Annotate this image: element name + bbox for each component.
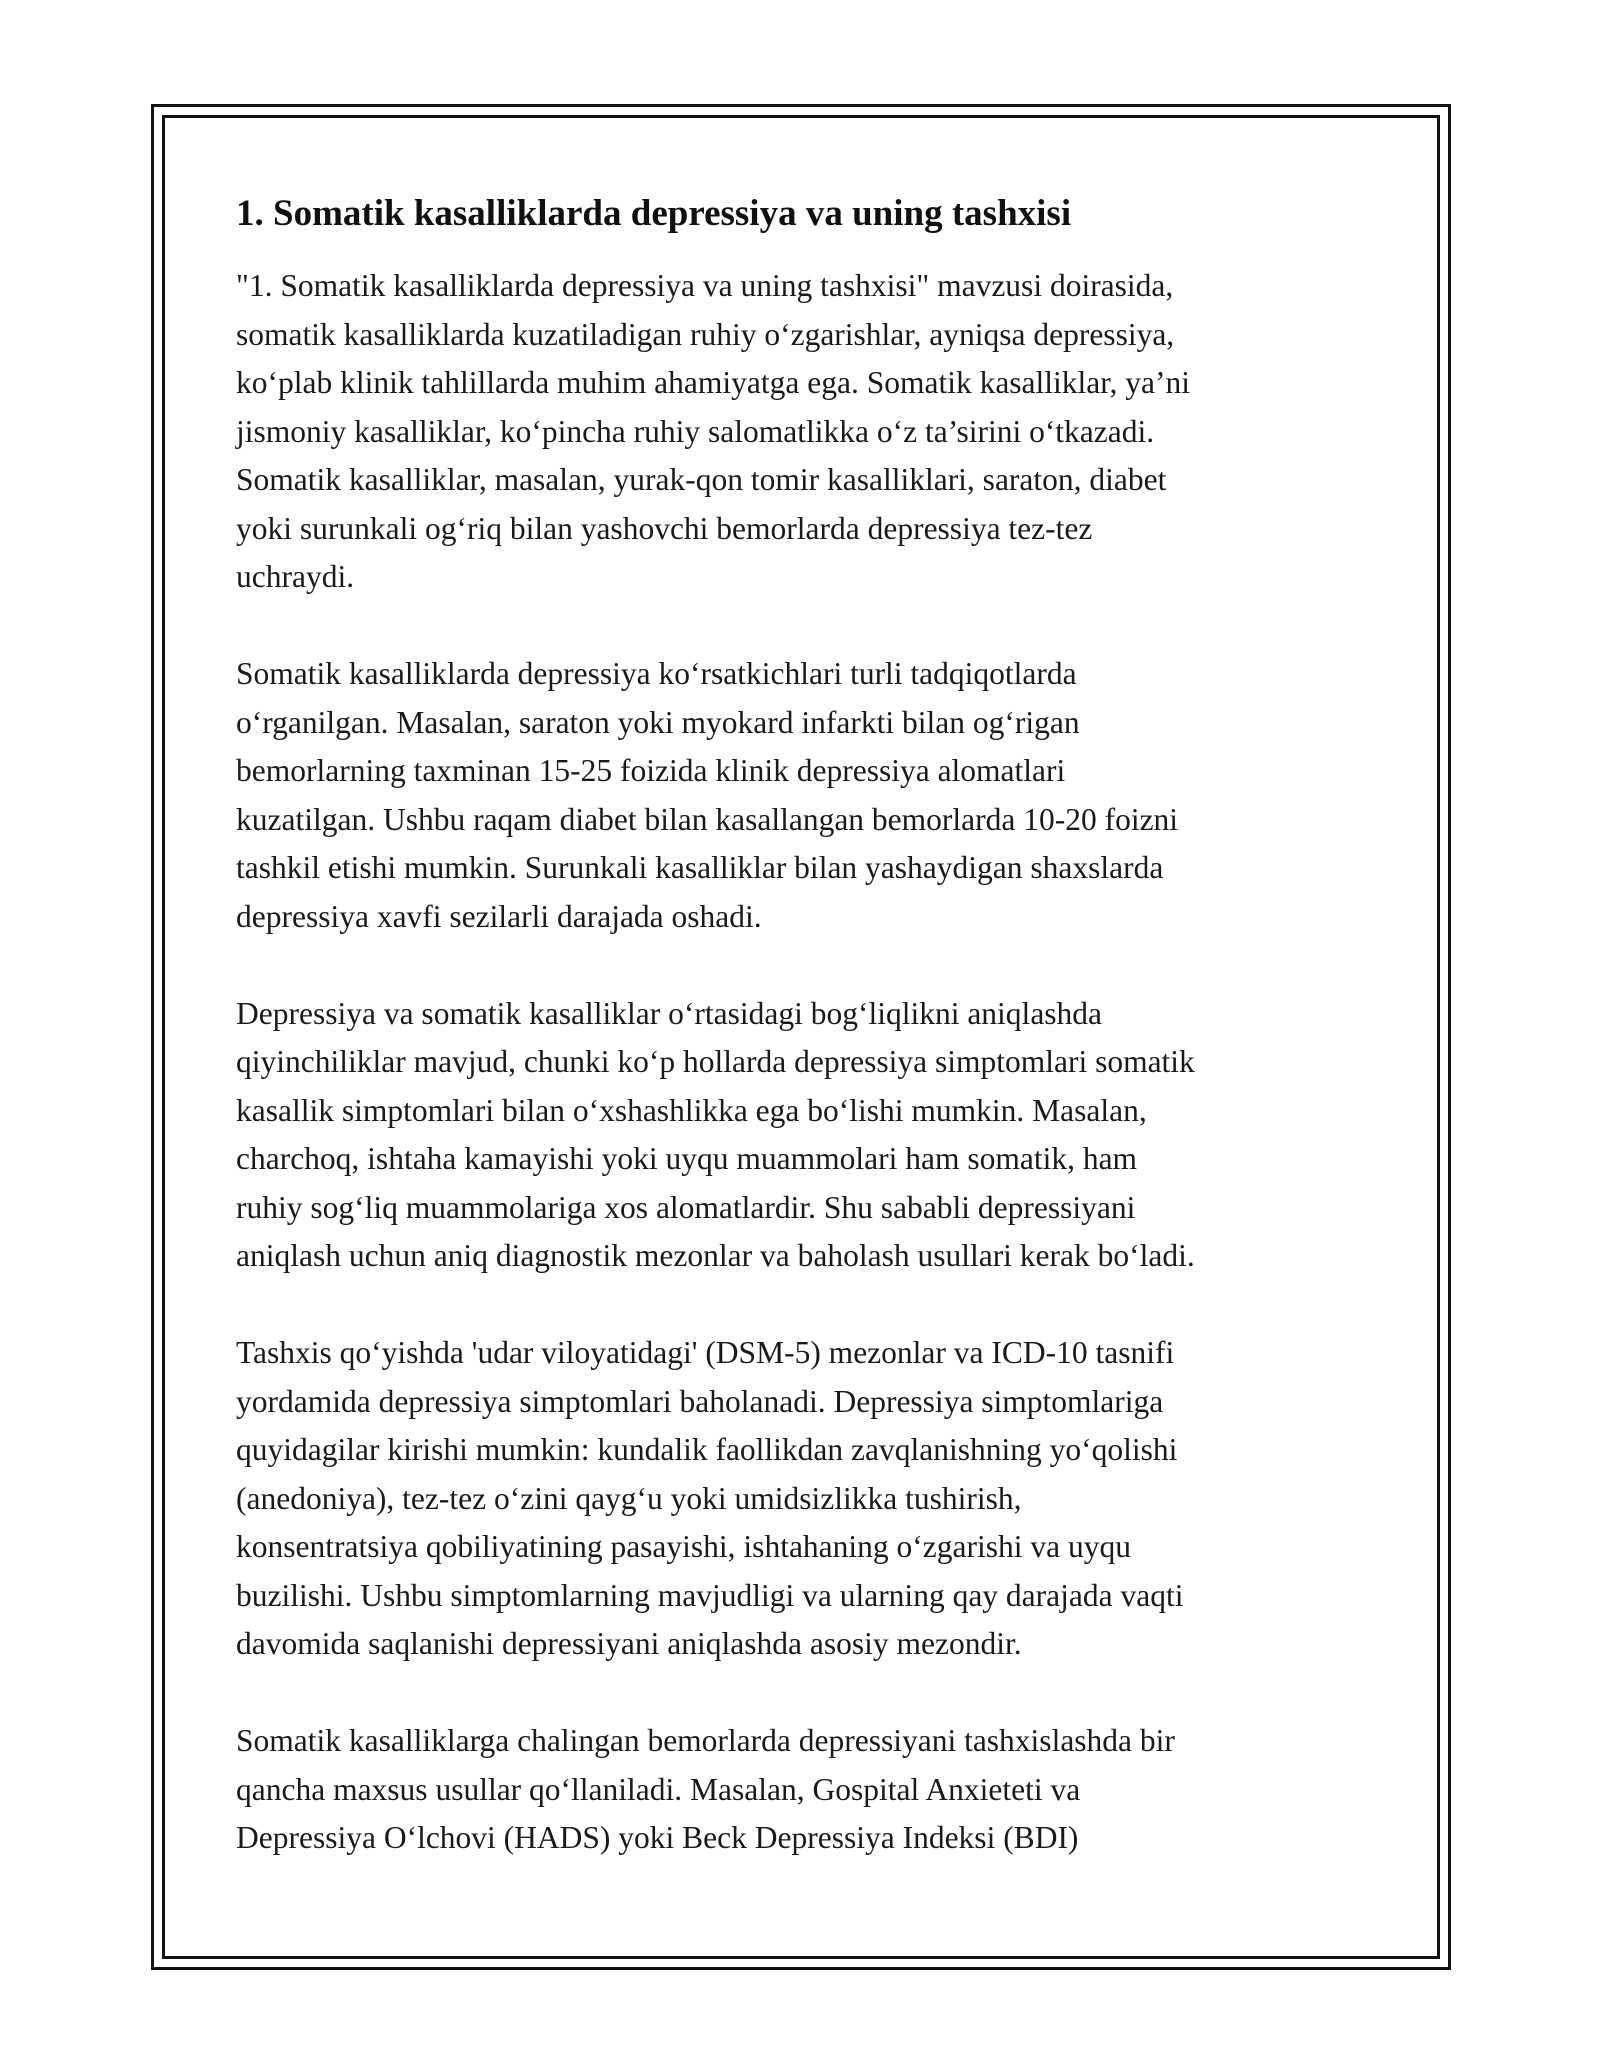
- paragraph-intro: "1. Somatik kasalliklarda depressiya va uning tashxisi" mavzusi doirasida, somatik kasalliklarda kuzatiladigan ruhiy o‘zgarishlar, ayniqsa depressiya, ko‘plab klinik tahlillarda muhim ahamiyatga ega. Somatik kasalliklar, ya’ni jismoniy kasalliklar, ko‘pincha ruhiy salomatlikka o‘z ta’sirini o‘tkazadi. Somatik kasalliklar, masalan, yurak-qon tomir kasalliklari, saraton, diabet yoki surunkali og‘riq bilan yashovchi bemorlarda depressiya tez-tez uchraydi.: [236, 268, 1190, 594]
- document-body: [236, 190, 1356, 1911]
- paragraph-prevalence: Somatik kasalliklarda depressiya ko‘rsatkichlari turli tadqiqotlarda o‘rganilgan. Masalan, saraton yoki myokard infarkti bilan og‘rigan bemorlarning taxminan 15-25 foizida klinik depressiya alomatlari kuzatilgan. Ushbu raqam diabet bilan kasallangan bemorlarda 10-20 foizni tashkil etishi mumkin. Surunkali kasalliklar bilan yashaydigan shaxslarda depressiya xavfi sezilarli darajada oshadi.: [236, 656, 1179, 934]
- paragraph-assessment-methods: Somatik kasalliklarga chalingan bemorlarda depressiyani tashxislashda bir qancha maxsus usullar qo‘llaniladi. Masalan, Gospital Anxieteti va Depressiya O‘lchovi (HADS) yoki Beck Depressiya Indeksi (BDI): [236, 1723, 1175, 1855]
- paragraph-diagnostic-criteria: Tashxis qo‘yishda 'udar viloyatidagi' (DSM-5) mezonlar va ICD-10 tasnifi yordamida depressiya simptomlari baholanadi. Depressiya simptomlariga quyidagilar kirishi mumkin: kundalik faollikdan zavqlanishning yo‘qolishi (anedoniya), tez-tez o‘zini qayg‘u yoki umidsizlikka tushirish, konsentratsiya qobiliyatining pasayishi, ishtahaning o‘zgarishi va uyqu buzilishi. Ushbu simptomlarning mavjudligi va ularning qay darajada vaqti davomida saqlanishi depressiyani aniqlashda asosiy mezondir.: [236, 1335, 1184, 1661]
- section-heading: 1. Somatik kasalliklarda depressiya va uning tashxisi: [236, 193, 1072, 234]
- paragraph-symptom-overlap: Depressiya va somatik kasalliklar o‘rtasidagi bog‘liqlikni aniqlashda qiyinchiliklar mavjud, chunki ko‘p hollarda depressiya simptomlari somatik kasallik simptomlari bilan o‘xshashlikka ega bo‘lishi mumkin. Masalan, charchoq, ishtaha kamayishi yoki uyqu muammolari ham somatik, ham ruhiy sog‘liq muammolariga xos alomatlardir. Shu sababli depressiyani aniqlash uchun aniq diagnostik mezonlar va baholash usullari kerak bo‘ladi.: [236, 995, 1195, 1273]
